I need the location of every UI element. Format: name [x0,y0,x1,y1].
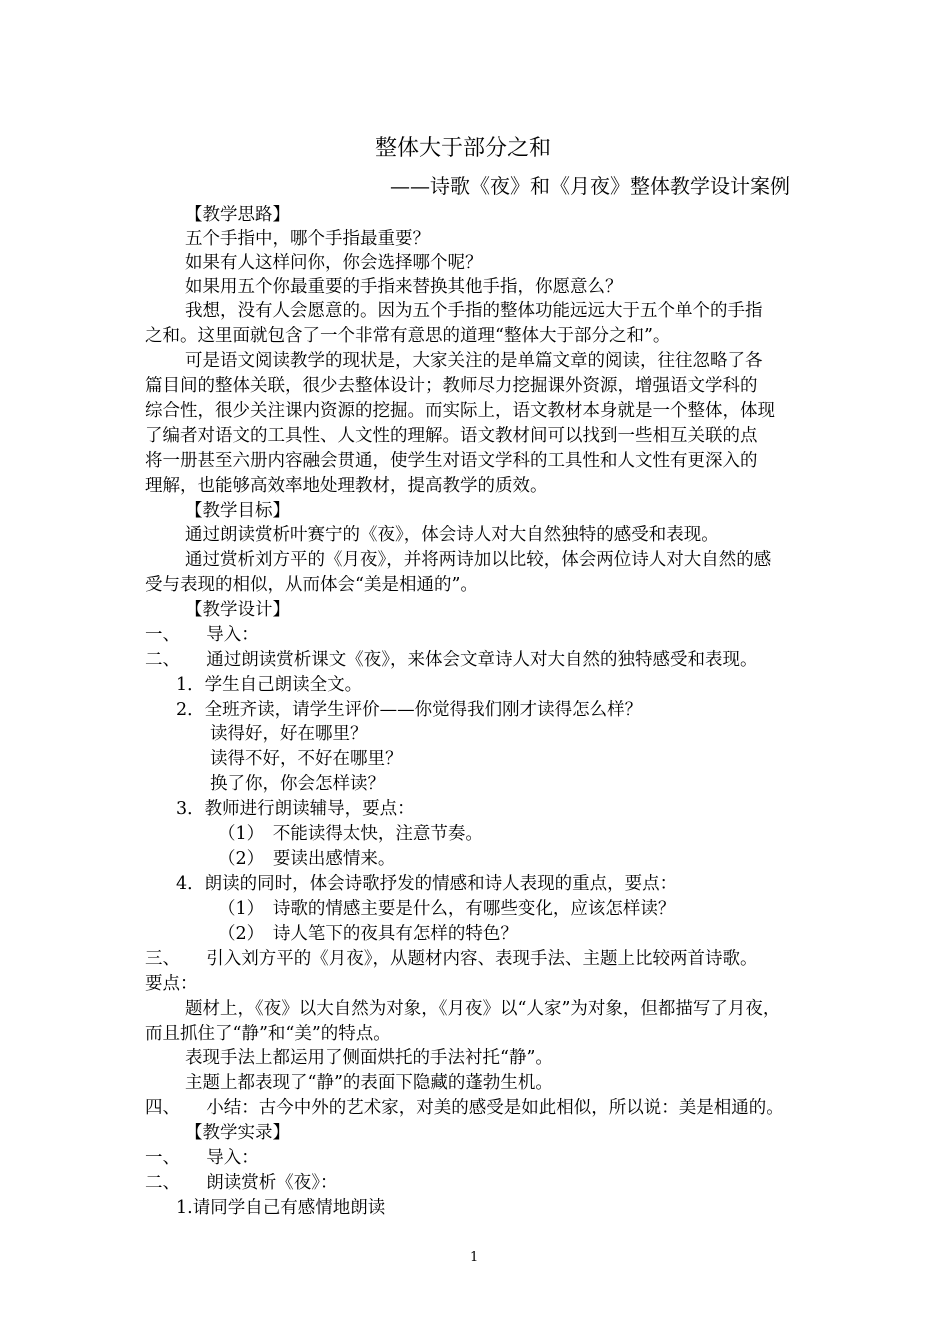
paragraph-line: 受与表现的相似，从而体会“美是相通的”。 [145,575,478,595]
paragraph-line: 可是语文阅读教学的现状是，大家关注的是单篇文章的阅读，往往忽略了各 [185,351,763,371]
list-item: 三、 引入刘方平的《月夜》，从题材内容、表现手法、主题上比较两首诗歌。 [145,949,758,969]
list-item: （1） 不能读得太快，注意节奏。 [218,824,483,844]
list-item: （1） 诗歌的情感主要是什么，有哪些变化，应该怎样读？ [218,899,676,919]
section-heading: 【教学实录】 [185,1123,290,1143]
paragraph-line: 通过赏析刘方平的《月夜》，并将两诗加以比较，体会两位诗人对大自然的感 [185,550,772,570]
section-heading: 【教学思路】 [185,205,290,225]
page-number: 1 [470,1250,479,1265]
document-title: 整体大于部分之和 [375,136,552,161]
paragraph-line: 篇目间的整体关联，很少去整体设计；教师尽力挖掘课外资源，增强语文学科的 [145,376,758,396]
paragraph-line: 读得不好，不好在哪里？ [210,749,403,769]
paragraph-line: 如果用五个你最重要的手指来替换其他手指，你愿意么？ [185,277,623,297]
list-item: 1.请同学自己有感情地朗读 [176,1198,386,1218]
paragraph-line: 而且抓住了“静”和“美”的特点。 [145,1024,391,1044]
list-item: 3．教师进行朗读辅导，要点： [176,799,415,819]
list-item: （2） 诗人笔下的夜具有怎样的特色？ [218,924,518,944]
paragraph-line: 将一册甚至六册内容融会贯通，使学生对语文学科的工具性和人文性有更深入的 [145,451,758,471]
paragraph-line: 要点： [145,974,198,994]
list-item: 一、 导入： [145,1148,259,1168]
section-heading: 【教学设计】 [185,600,290,620]
list-item: 1．学生自己朗读全文。 [176,675,363,695]
list-item: 4．朗读的同时，体会诗歌抒发的情感和诗人表现的重点，要点： [176,874,678,894]
paragraph-line: 换了你，你会怎样读？ [210,774,385,794]
paragraph-line: 如果有人这样问你，你会选择哪个呢？ [185,253,483,273]
list-item: 二、 通过朗读赏析课文《夜》，来体会文章诗人对大自然的独特感受和表现。 [145,650,758,670]
paragraph-line: 综合性，很少关注课内资源的挖掘。而实际上，语文教材本身就是一个整体，体现 [145,401,775,421]
paragraph-line: 题材上，《夜》以大自然为对象，《月夜》以“人家”为对象，但都描写了月夜， [185,999,781,1019]
paragraph-line: 五个手指中，哪个手指最重要？ [185,229,430,249]
document-subtitle: ——诗歌《夜》和《月夜》整体教学设计案例 [390,174,790,198]
paragraph-line: 通过朗读赏析叶赛宁的《夜》，体会诗人对大自然独特的感受和表现。 [185,525,719,545]
paragraph-line: 我想，没有人会愿意的。因为五个手指的整体功能远远大于五个单个的手指 [185,301,763,321]
paragraph-line: 了编者对语文的工具性、人文性的理解。语文教材间可以找到一些相互关联的点 [145,426,758,446]
paragraph-line: 表现手法上都运用了侧面烘托的手法衬托“静”。 [185,1048,553,1068]
list-item: （2） 要读出感情来。 [218,849,396,869]
section-heading: 【教学目标】 [185,501,290,521]
list-item: 四、 小结：古今中外的艺术家，对美的感受是如此相似，所以说：美是相通的。 [145,1098,784,1118]
paragraph-line: 读得好，好在哪里？ [210,724,368,744]
paragraph-line: 理解，也能够高效率地处理教材，提高教学的质效。 [145,476,548,496]
list-item: 二、 朗读赏析《夜》： [145,1173,338,1193]
paragraph-line: 之和。这里面就包含了一个非常有意思的道理“整体大于部分之和”。 [145,326,671,346]
list-item: 一、 导入： [145,625,259,645]
paragraph-line: 主题上都表现了“静”的表面下隐藏的蓬勃生机。 [185,1073,553,1093]
list-item: 2．全班齐读，请学生评价——你觉得我们刚才读得怎么样？ [176,700,643,720]
